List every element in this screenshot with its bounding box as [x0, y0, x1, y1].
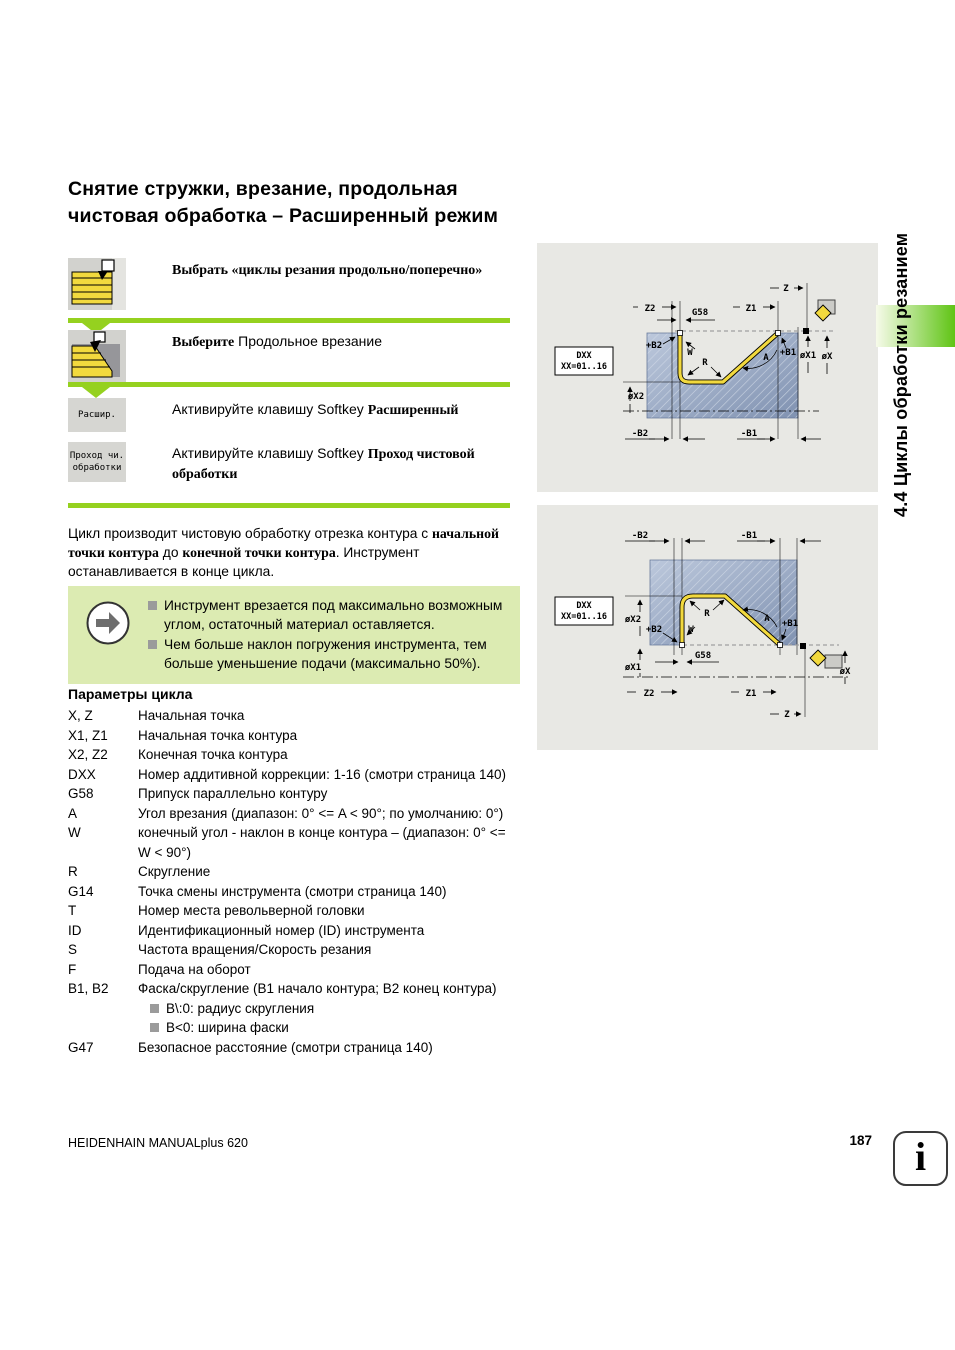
- param-desc: Конечная точка контура: [138, 747, 288, 762]
- param-row: [68, 960, 528, 980]
- step-softkey-finish-pass: [68, 442, 510, 488]
- param-key: R: [68, 864, 78, 879]
- dim-label-z: Z: [783, 284, 789, 294]
- dim-label-minus-b1: -B1: [740, 531, 758, 541]
- param-desc: конечный угол - наклон в конце контура – (диапазон: 0° <= W < 90°): [138, 825, 506, 860]
- dxx-range-label: XX=01..16: [560, 612, 608, 622]
- contour-end-marker: [776, 331, 781, 336]
- param-key: A: [68, 805, 78, 821]
- param-row: [68, 706, 528, 726]
- param-row: [68, 745, 528, 765]
- technical-drawing-2: [537, 505, 878, 750]
- param-key: X, Z: [68, 708, 93, 723]
- param-row: [68, 940, 528, 960]
- param-bullet-text: B<0: ширина фаски: [166, 1020, 289, 1035]
- param-desc: Номер аддитивной коррекции: 1-16 (смотри страница 140): [138, 766, 507, 782]
- step-text: [172, 260, 510, 280]
- param-row: [68, 921, 528, 941]
- intro-paragraph: [68, 524, 520, 581]
- dim-label-minus-b1: -B1: [740, 429, 758, 439]
- step-label-plain: Активируйте клавишу Softkey: [172, 401, 368, 417]
- param-key: X2, Z2: [68, 747, 108, 762]
- param-desc: Угол врезания (диапазон: 0° <= A < 90°; по умолчанию: 0°): [138, 805, 504, 821]
- note-item: [148, 635, 510, 673]
- param-row: [68, 901, 528, 921]
- divider-arrow-icon: [82, 387, 110, 398]
- green-arrow-divider: [68, 382, 510, 398]
- bullet-square-icon: [150, 1004, 159, 1013]
- step-label-bold: Выберите: [172, 335, 235, 350]
- param-desc: Частота вращения/Скорость резания: [138, 942, 372, 957]
- step-label-rest: Продольное врезание: [234, 333, 383, 349]
- page-title: Снятие стружки, врезание, продольная чистовая обработка – Расширенный режим: [68, 178, 499, 227]
- step-select-cycle: [68, 258, 510, 312]
- param-desc: Начальная точка контура: [138, 727, 298, 743]
- dxx-correction-box: [555, 597, 613, 625]
- intro-bold: конечной точки контура: [182, 545, 336, 560]
- note-arrow-icon: [85, 600, 131, 646]
- param-row: [68, 726, 528, 746]
- param-desc: Точка смены инструмента (смотри страница 140): [138, 883, 447, 899]
- softkey-label: Расшир.: [78, 410, 116, 420]
- dim-label-z2: Z2: [644, 304, 656, 314]
- steps-section: [68, 258, 510, 510]
- longitudinal-plunge-icon: [68, 330, 126, 382]
- param-key: G47: [68, 1039, 94, 1055]
- dim-label-z1: Z1: [745, 689, 757, 699]
- contour-end-marker: [778, 643, 783, 648]
- param-desc: Подача на оборот: [138, 961, 251, 977]
- step-label-bold: Проход чистовой обработки: [172, 447, 475, 482]
- dxx-range-label: XX=01..16: [560, 362, 608, 372]
- info-icon: [893, 1131, 948, 1186]
- intro-text: Цикл производит чистовую обработку отрезка контура с: [68, 526, 432, 541]
- dim-label-x: øX: [821, 352, 833, 362]
- cutting-tool-icon: [803, 300, 835, 334]
- contour-start-marker: [680, 643, 685, 648]
- step-text: [172, 444, 510, 484]
- param-desc: Начальная точка: [138, 708, 245, 723]
- param-key: F: [68, 961, 77, 977]
- param-row: [68, 823, 528, 862]
- param-bullet: [68, 999, 528, 1019]
- step-text: [172, 400, 510, 420]
- param-desc: Фаска/скругление (B1 начало контура; B2 конец контура): [138, 981, 497, 996]
- param-desc: Скругление: [138, 864, 211, 879]
- param-desc: Припуск параллельно контуру: [138, 786, 328, 801]
- note-item-text: Инструмент врезается под максимально возможным углом, остаточный материал оставляется.: [164, 598, 503, 632]
- intro-bold: начальной точки контура: [68, 526, 499, 560]
- param-row: [68, 979, 528, 999]
- dim-label-a: A: [764, 614, 770, 624]
- cut-cycles-menu-icon: [68, 258, 126, 310]
- dim-label-a: A: [763, 353, 769, 363]
- param-row: [68, 862, 528, 882]
- diagram-plunge-inner: [537, 505, 878, 750]
- dim-label-w: W: [688, 625, 694, 635]
- dim-label-plus-b2: +B2: [645, 341, 663, 351]
- chapter-sidebar-label: 4.4 Циклы обработки резанием: [891, 232, 911, 518]
- dim-label-r: R: [704, 609, 710, 619]
- intro-text: до: [158, 545, 183, 560]
- dim-label-z: Z: [784, 710, 790, 720]
- param-key: G58: [68, 786, 94, 801]
- dim-label-w: W: [687, 348, 693, 358]
- technical-drawing-1: [537, 243, 878, 492]
- note-item-text: Чем больше наклон погружения инструмента, тем больше уменьшение подачи (максимально 50%).: [164, 637, 487, 671]
- param-key: ID: [68, 922, 82, 938]
- dxx-label: DXX: [576, 601, 592, 611]
- dim-label-z2: Z2: [643, 689, 655, 699]
- dim-label-x: øX: [839, 667, 851, 677]
- step-label-bold: Расширенный: [367, 403, 459, 418]
- param-desc: Идентификационный номер (ID) инструмента: [138, 922, 425, 938]
- bullet-square-icon: [148, 640, 157, 649]
- footer-product-name: HEIDENHAIN MANUALplus 620: [68, 1136, 248, 1150]
- param-key: T: [68, 903, 77, 918]
- param-bullet-text: B\:0: радиус скругления: [166, 1000, 315, 1016]
- dim-label-minus-b2: -B2: [631, 429, 649, 439]
- step-label: Выбрать «циклы резания продольно/поперечно»: [172, 263, 483, 278]
- softkey-finish-pass-button: [68, 442, 126, 482]
- info-icon-glyph: i: [914, 1133, 927, 1179]
- bullet-square-icon: [148, 601, 157, 610]
- step-text: [172, 332, 510, 352]
- dim-label-r: R: [702, 358, 708, 368]
- param-key: G14: [68, 883, 94, 899]
- step-softkey-extended: [68, 398, 510, 438]
- dim-label-plus-b1: +B1: [781, 619, 799, 629]
- dxx-correction-box: [555, 347, 613, 375]
- param-bullet: [68, 1018, 528, 1038]
- param-row: [68, 804, 528, 824]
- softkey-label-line2: обработки: [72, 463, 122, 473]
- dim-label-z1: Z1: [745, 304, 757, 314]
- dim-label-g58: G58: [694, 651, 712, 661]
- dxx-label: DXX: [576, 351, 592, 361]
- param-key: W: [68, 825, 81, 840]
- param-row: [68, 882, 528, 902]
- divider-bar: [68, 318, 510, 323]
- intro-text: . Инструмент останавливается в конце цикла.: [68, 545, 420, 579]
- dim-label-plus-b2: +B2: [645, 625, 663, 635]
- param-key: S: [68, 942, 78, 957]
- dim-label-x1: øX1: [624, 663, 642, 673]
- dim-label-x1: øX1: [799, 351, 817, 361]
- step-select-plunge: [68, 330, 510, 384]
- param-desc: Номер места револьверной головки: [138, 903, 365, 918]
- bullet-square-icon: [150, 1023, 159, 1032]
- dim-label-x2: øX2: [627, 392, 645, 402]
- diagram-plunge-outer: [537, 243, 878, 492]
- param-row: [68, 784, 528, 804]
- note-item: [148, 596, 510, 634]
- note-box: [68, 586, 520, 684]
- page-number: 187: [849, 1133, 872, 1148]
- step-label-plain: Активируйте клавишу Softkey: [172, 445, 368, 461]
- chapter-tab: [876, 305, 955, 347]
- dim-label-minus-b2: -B2: [631, 531, 649, 541]
- param-desc: Безопасное расстояние (смотри страница 140): [138, 1039, 433, 1055]
- cutting-tool-icon: [800, 643, 842, 668]
- dim-label-plus-b1: +B1: [779, 348, 797, 358]
- param-key: DXX: [68, 766, 96, 782]
- dim-label-g58: G58: [691, 308, 709, 318]
- divider-bar: [68, 382, 510, 387]
- dim-label-x2: øX2: [624, 615, 642, 625]
- parameters-heading: Параметры цикла: [68, 686, 193, 702]
- cycle-parameters: [68, 684, 528, 1057]
- param-row: [68, 765, 528, 785]
- softkey-label-line1: Проход чи.: [69, 451, 125, 461]
- param-key: B1, B2: [68, 981, 109, 996]
- green-end-bar: [68, 503, 510, 508]
- softkey-extended-button: [68, 398, 126, 432]
- param-row: [68, 1038, 528, 1058]
- param-key: X1, Z1: [68, 727, 108, 743]
- contour-start-marker: [678, 331, 683, 336]
